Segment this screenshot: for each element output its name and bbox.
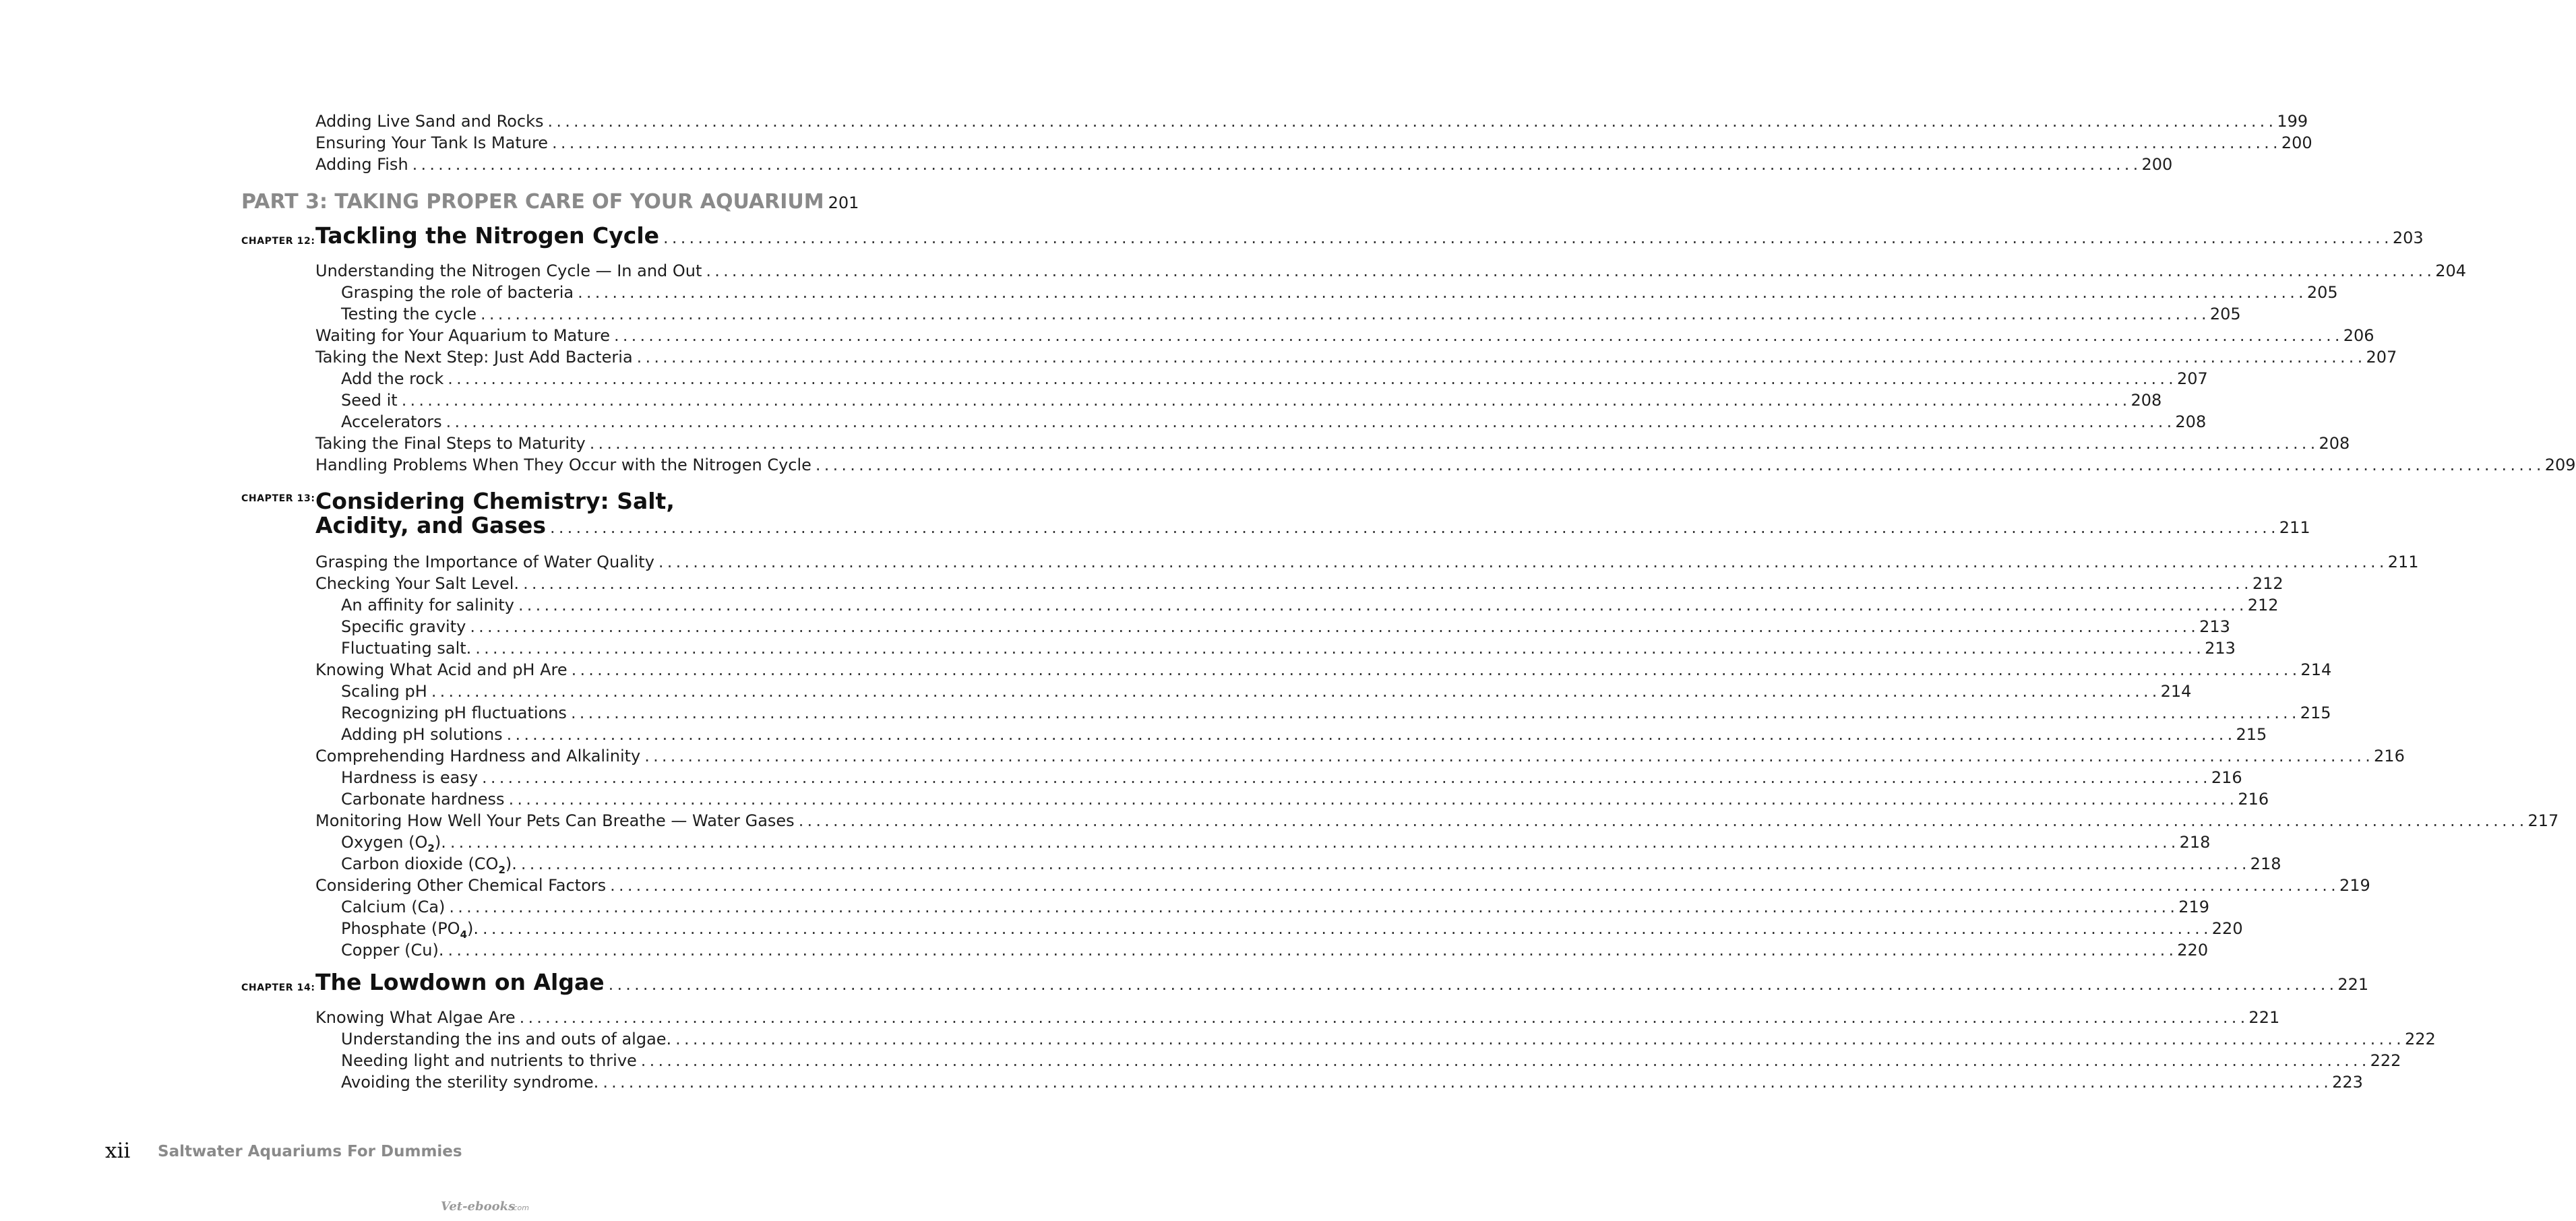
entry-title [341, 282, 574, 303]
entry-title [341, 594, 514, 616]
entry-title-text: Adding Fish [315, 155, 408, 174]
entry-title [315, 659, 568, 681]
entry-title-text: The Lowdown on Algae [315, 969, 605, 995]
dot-leader [552, 132, 2281, 154]
toc-subentry [341, 832, 2211, 854]
entry-title-text: Taking the Final Steps to Maturity [315, 434, 586, 453]
toc-entry [315, 260, 2467, 282]
entry-title-text: Grasping the role of bacteria [341, 283, 574, 302]
watermark-logo [441, 1197, 542, 1216]
page-number: 200 [2281, 133, 2312, 152]
entry-title-text: Knowing What Algae Are [315, 1008, 516, 1027]
dot-leader [483, 918, 2212, 939]
dot-leader [644, 745, 2374, 767]
dot-leader [482, 767, 2211, 788]
dot-leader [614, 325, 2343, 346]
page-number: 220 [2177, 941, 2209, 960]
page-number: 200 [2141, 155, 2173, 174]
entry-title [315, 260, 702, 282]
footer-book-title: Saltwater Aquariums For Dummies [158, 1143, 462, 1160]
toc-subentry [341, 1050, 2401, 1071]
page-number: 222 [2404, 1030, 2436, 1048]
toc-subentry [341, 767, 2242, 788]
chapter-label: CHAPTER 12: [241, 236, 315, 247]
dot-leader [412, 154, 2142, 175]
toc-subentry [341, 616, 2230, 637]
entry-title [315, 573, 519, 594]
chapter-heading [315, 969, 2369, 995]
toc-entry [315, 573, 2283, 594]
dot-leader [706, 260, 2435, 282]
page-number: 205 [2209, 305, 2241, 323]
entry-title-text: Specific gravity [341, 617, 466, 636]
page-number: 218 [2250, 854, 2281, 873]
entry-title [315, 222, 660, 249]
entry-title-text: Calcium (Ca) [341, 898, 446, 916]
page-number: 211 [2279, 518, 2310, 537]
toc-entry [315, 154, 2173, 175]
entry-title [341, 389, 398, 411]
svg-text:Vet-ebooks: Vet-ebooks [441, 1199, 516, 1214]
entry-title-text: Hardness is easy [341, 768, 479, 787]
dot-leader [572, 659, 2301, 681]
page-number: 201 [828, 193, 859, 212]
entry-title [341, 918, 479, 939]
page-number: 208 [2319, 434, 2350, 453]
subscript: 2 [427, 842, 435, 854]
entry-title-text: Taking the Next Step: Just Add Bacteria [315, 348, 633, 367]
entry-title-text: Seed it [341, 391, 398, 410]
dot-leader [523, 573, 2252, 594]
entry-title [315, 154, 408, 175]
toc-entry [315, 454, 2576, 476]
svg-text:.com: .com [511, 1203, 529, 1212]
page-number: 216 [2211, 768, 2242, 787]
entry-title-text: Adding Live Sand and Rocks [315, 112, 544, 131]
dot-leader [448, 939, 2178, 961]
chapter-label: CHAPTER 14: [241, 982, 315, 993]
subscript: 4 [460, 929, 467, 941]
dot-leader [431, 681, 2161, 702]
toc-subentry [341, 637, 2236, 659]
toc-entry [315, 111, 2308, 132]
entry-title [341, 896, 445, 918]
dot-leader [571, 702, 2300, 724]
toc-subentry [341, 1028, 2436, 1050]
entry-title-text: Testing the cycle [341, 305, 477, 323]
entry-title [315, 512, 546, 538]
entry-title-text: Carbon dioxide (CO [341, 854, 499, 873]
page-number: 213 [2199, 617, 2230, 636]
dot-leader [509, 788, 2238, 810]
page-number: 216 [2374, 747, 2405, 765]
entry-title [341, 788, 505, 810]
entry-title-text: Considering Other Chemical Factors [315, 876, 607, 895]
entry-title-text: PART 3: TAKING PROPER CARE OF YOUR AQUARIUM [241, 190, 824, 214]
toc-entry [315, 1007, 2280, 1028]
entry-title [341, 637, 471, 659]
dot-leader [609, 974, 2338, 995]
toc-subentry [341, 853, 2281, 876]
toc-subentry [341, 389, 2162, 411]
dot-leader [448, 368, 2177, 389]
toc-entry [315, 745, 2405, 767]
page-number: 208 [2130, 391, 2162, 410]
dot-leader [637, 346, 2366, 368]
dot-leader [590, 433, 2319, 454]
toc-entry [315, 875, 2370, 896]
page-number: 213 [2205, 639, 2236, 658]
page-number: 199 [2277, 112, 2308, 131]
page-number: 220 [2211, 919, 2243, 938]
page-number: 207 [2177, 369, 2208, 388]
entry-title-text: Recognizing pH fluctuations [341, 703, 567, 722]
entry-title-text: Copper (Cu). [341, 941, 444, 960]
dot-leader [550, 517, 2279, 538]
entry-title-text: Avoiding the sterility syndrome. [341, 1073, 599, 1092]
dot-leader [548, 111, 2277, 132]
entry-title-text: Needing light and nutrients to thrive [341, 1051, 637, 1070]
dot-leader [641, 1050, 2370, 1071]
entry-title [341, 681, 427, 702]
dot-leader [507, 724, 2236, 745]
entry-title-text: Carbonate hardness [341, 790, 505, 809]
entry-title [315, 454, 811, 476]
toc-entry [315, 551, 2419, 573]
entry-title [341, 702, 567, 724]
dot-leader [470, 616, 2199, 637]
dot-leader [799, 810, 2528, 832]
dot-leader [446, 411, 2176, 433]
entry-title [341, 853, 517, 875]
toc-subentry [341, 303, 2241, 325]
dot-leader [603, 1071, 2332, 1093]
page-number: 207 [2366, 348, 2397, 367]
entry-title-text: Knowing What Acid and pH Are [315, 660, 568, 679]
page-number: 208 [2175, 412, 2207, 431]
page-number: 214 [2160, 682, 2192, 701]
entry-title-text: Acidity, and Gases [315, 512, 546, 538]
toc-subentry [341, 1071, 2363, 1093]
entry-title-text: Adding pH solutions [341, 725, 503, 744]
entry-title-text: Accelerators [341, 412, 442, 431]
entry-title [341, 616, 466, 637]
dot-leader [481, 303, 2210, 325]
entry-title [341, 1050, 637, 1071]
toc-subentry [341, 411, 2207, 433]
footer-page-number: xii [105, 1139, 131, 1163]
page-number: 205 [2306, 283, 2338, 302]
page-number: 223 [2332, 1073, 2363, 1092]
toc-entry [315, 659, 2332, 681]
toc-subentry [341, 939, 2209, 961]
page-number: 204 [2435, 261, 2467, 280]
page-number: 212 [2247, 596, 2279, 615]
entry-title-text: Oxygen (O [341, 833, 428, 852]
chapter-heading [315, 222, 2424, 249]
entry-title-text: Add the rock [341, 369, 444, 388]
entry-title [315, 325, 610, 346]
entry-title [341, 368, 443, 389]
toc-subentry [341, 368, 2208, 389]
toc-subentry [341, 724, 2267, 745]
entry-title-text: An affinity for salinity [341, 596, 514, 615]
entry-title [315, 745, 640, 767]
toc-subentry [341, 788, 2269, 810]
part-heading [241, 189, 859, 216]
chapter-label: CHAPTER 13: [241, 493, 315, 504]
dot-leader [450, 832, 2180, 853]
entry-title-text: Ensuring Your Tank Is Mature [315, 133, 549, 152]
dot-leader [449, 896, 2178, 918]
entry-title-tail: ). [505, 854, 517, 873]
dot-leader [610, 875, 2339, 896]
toc-entry [315, 433, 2350, 454]
page-number: 219 [2339, 876, 2370, 895]
entry-title-tail: ). [467, 919, 479, 938]
dot-leader [521, 853, 2250, 875]
entry-title-text: Monitoring How Well Your Pets Can Breathe — Water Gases [315, 811, 795, 830]
page-number: 215 [2236, 725, 2267, 744]
toc-subentry [341, 702, 2331, 724]
page-number: 211 [2387, 553, 2419, 571]
dot-leader [518, 594, 2248, 616]
entry-title [341, 939, 444, 961]
entry-title [315, 875, 606, 896]
entry-title-text: Grasping the Importance of Water Quality [315, 553, 654, 571]
entry-title [341, 767, 478, 788]
entry-title [241, 189, 824, 216]
chapter-heading [315, 512, 2310, 538]
page-number: 215 [2300, 703, 2331, 722]
page-number: 209 [2544, 456, 2576, 474]
entry-title [341, 1028, 671, 1050]
entry-title-text: Understanding the Nitrogen Cycle — In and Out [315, 261, 702, 280]
page-number: 217 [2527, 811, 2559, 830]
toc-entry [315, 325, 2374, 346]
page-number: 219 [2178, 898, 2209, 916]
toc-entry [315, 346, 2397, 368]
entry-title [315, 132, 548, 154]
subscript: 2 [498, 864, 505, 876]
entry-title [341, 303, 477, 325]
entry-title-text: Understanding the ins and outs of algae. [341, 1030, 672, 1048]
toc-subentry [341, 918, 2243, 941]
page-number: 221 [2337, 975, 2369, 994]
toc-entry [315, 810, 2559, 832]
dot-leader [663, 227, 2393, 249]
toc-subentry [341, 896, 2209, 918]
entry-title [315, 111, 544, 132]
dot-leader [475, 637, 2205, 659]
entry-title [315, 346, 633, 368]
entry-title [341, 1071, 599, 1093]
toc-subentry [341, 282, 2338, 303]
page-number: 216 [2238, 790, 2269, 809]
entry-title-text: Fluctuating salt. [341, 639, 472, 658]
toc-subentry [341, 681, 2192, 702]
dot-leader [520, 1007, 2249, 1028]
page-number: 214 [2300, 660, 2332, 679]
chapter-title-line1: Considering Chemistry: Salt, [315, 488, 675, 514]
page-number: 218 [2179, 833, 2211, 852]
entry-title-text: Scaling pH [341, 682, 427, 701]
dot-leader [402, 389, 2131, 411]
page-number: 221 [2248, 1008, 2280, 1027]
toc-subentry [341, 594, 2279, 616]
entry-title-text: Phosphate (PO [341, 919, 460, 938]
entry-title [315, 810, 795, 832]
page-number: 206 [2343, 326, 2374, 345]
dot-leader [658, 551, 2388, 573]
dot-leader [816, 454, 2545, 476]
entry-title-text: Tackling the Nitrogen Cycle [315, 222, 660, 249]
entry-title [341, 724, 503, 745]
entry-title [315, 1007, 516, 1028]
dot-leader [675, 1028, 2405, 1050]
entry-title-text: Handling Problems When They Occur with the Nitrogen Cycle [315, 456, 811, 474]
page-number: 212 [2252, 574, 2283, 593]
entry-title-tail: ). [434, 833, 446, 852]
entry-title-text: Checking Your Salt Level. [315, 574, 520, 593]
page-number: 222 [2370, 1051, 2401, 1070]
entry-title [315, 551, 654, 573]
dot-leader [578, 282, 2307, 303]
entry-title-text: Waiting for Your Aquarium to Mature [315, 326, 610, 345]
entry-title [315, 969, 605, 995]
entry-title [315, 433, 586, 454]
entry-title [341, 832, 446, 853]
entry-title-text: Comprehending Hardness and Alkalinity [315, 747, 641, 765]
toc-entry [315, 132, 2312, 154]
entry-title [341, 411, 442, 433]
page-number: 203 [2392, 228, 2424, 247]
